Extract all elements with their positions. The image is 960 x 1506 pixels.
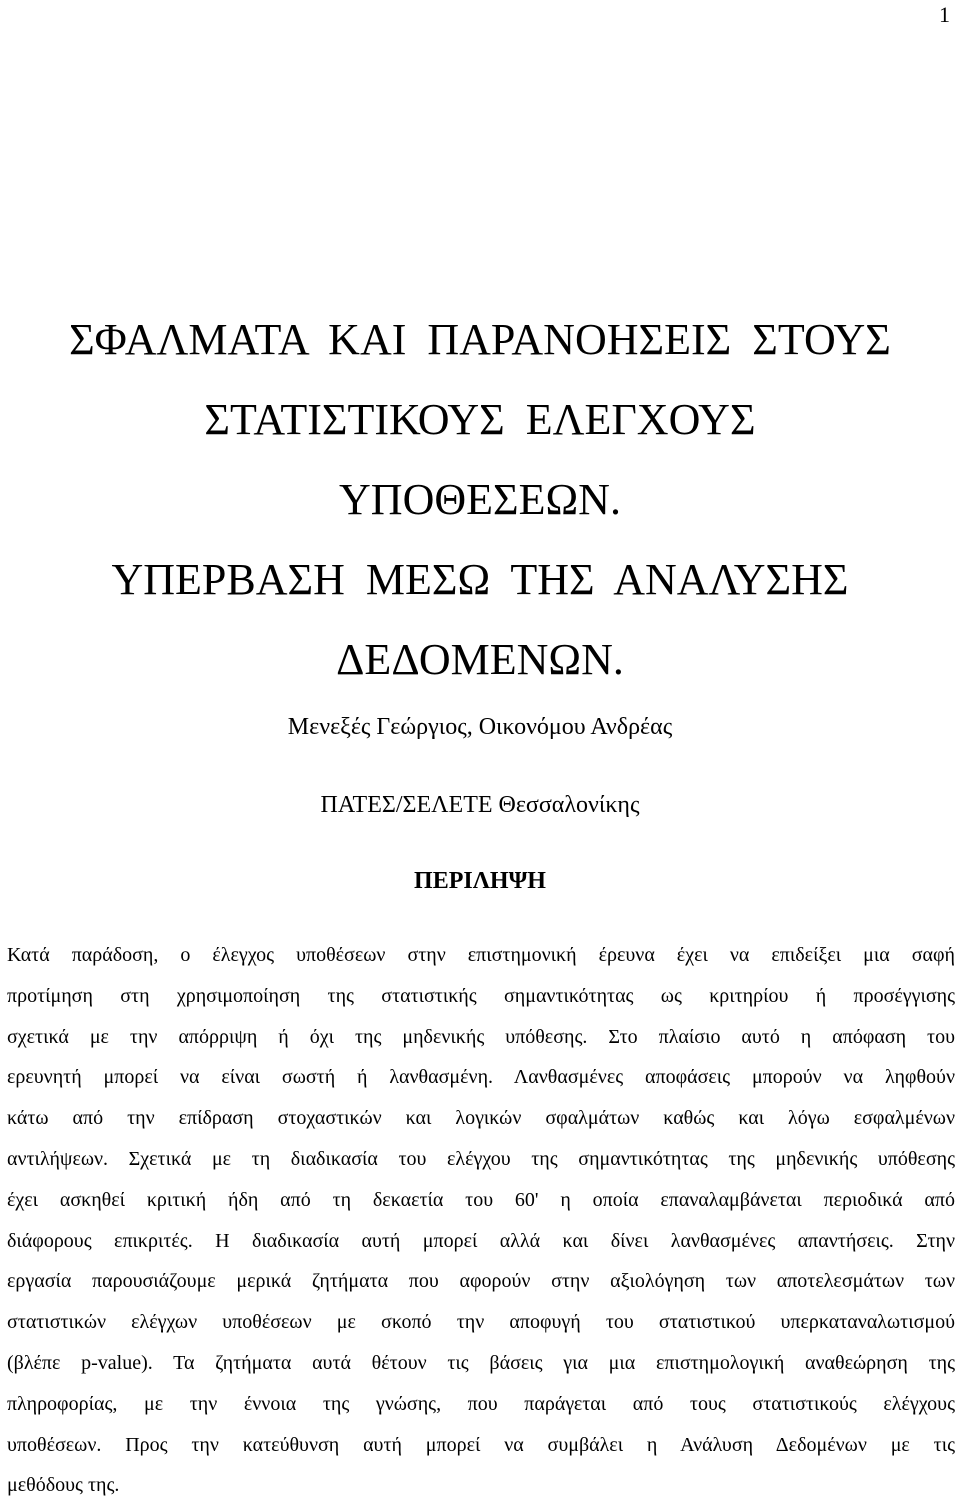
authors: Μενεξές Γεώργιος, Οικονόμου Ανδρέας	[287, 714, 673, 740]
abstract-line: στατιστικών ελέγχων υποθέσεων με σκοπό την αποφυγή του στατιστικού υπερκαταναλωτισμού	[7, 1311, 955, 1334]
abstract-line: αντιλήψεων. Σχετικά με τη διαδικασία του ελέγχου της σημαντικότητας της μηδενικής υπόθεσης	[7, 1147, 955, 1170]
abstract-line: κάτω από την επίδραση στοχαστικών και λογικών σφαλμάτων καθώς και λόγω εσφαλμένων	[7, 1107, 955, 1130]
abstract-heading: ΠΕΡΙΛΗΨΗ	[414, 868, 546, 894]
abstract-line: ερευνητή μπορεί να είναι σωστή ή λανθασμένη. Λανθασμένες αποφάσεις μπορούν να ληφθούν	[7, 1066, 955, 1089]
abstract-line: εργασία παρουσιάζουμε μερικά ζητήματα που αφορούν στην αξιολόγηση των αποτελεσμάτων των	[7, 1270, 955, 1293]
abstract-line: σχετικά με την απόρριψη ή όχι της μηδενικής υπόθεσης. Στο πλαίσιο αυτό η απόφαση του	[7, 1025, 955, 1048]
title-line: ΔΕΔΟΜΕΝΩΝ.	[336, 635, 624, 684]
title-line: ΥΠΟΘΕΣΕΩΝ.	[339, 475, 621, 524]
paper-title	[0, 300, 960, 700]
title-line: ΥΠΕΡΒΑΣΗ ΜΕΣΩ ΤΗΣ ΑΝΑΛΥΣΗΣ	[111, 555, 849, 604]
abstract-body	[7, 935, 955, 1506]
affiliation: ΠΑΤΕΣ/ΣΕΛΕΤΕ Θεσσαλονίκης	[320, 792, 640, 818]
abstract-line: Κατά παράδοση, ο έλεγχος υποθέσεων στην επιστημονική έρευνα έχει να επιδείξει μια σαφή	[7, 944, 955, 966]
abstract-line: πληροφορίας, με την έννοια της γνώσης, που παράγεται από τους στατιστικούς ελέγχους	[7, 1392, 955, 1415]
abstract-line: προτίμηση στη χρησιμοποίηση της στατιστικής σημαντικότητας ως κριτηρίου ή προσέγγισης	[7, 984, 955, 1007]
title-line: ΣΤΑΤΙΣΤΙΚΟΥΣ ΕΛΕΓΧΟΥΣ	[204, 395, 756, 444]
page-number: 1	[939, 2, 950, 27]
abstract-line: διάφορους επικριτές. Η διαδικασία αυτή μπορεί αλλά και δίνει λανθασμένες απαντήσεις. Στην	[7, 1229, 955, 1252]
abstract-line: (βλέπε p-value). Τα ζητήματα αυτά θέτουν τις βάσεις για μια επιστημολογική αναθεώρηση της	[7, 1351, 955, 1374]
abstract-line: έχει ασκηθεί κριτική ήδη από τη δεκαετία του 60' η οποία επαναλαμβάνεται περιοδικά από	[7, 1188, 955, 1211]
abstract-line: μεθόδους της.	[7, 1474, 120, 1497]
title-line: ΣΦΑΛΜΑΤΑ ΚΑΙ ΠΑΡΑΝΟΗΣΕΙΣ ΣΤΟΥΣ	[69, 315, 891, 364]
abstract-line: υποθέσεων. Προς την κατεύθυνση αυτή μπορεί να συμβάλει η Ανάλυση Δεδομένων με τις	[7, 1433, 955, 1456]
